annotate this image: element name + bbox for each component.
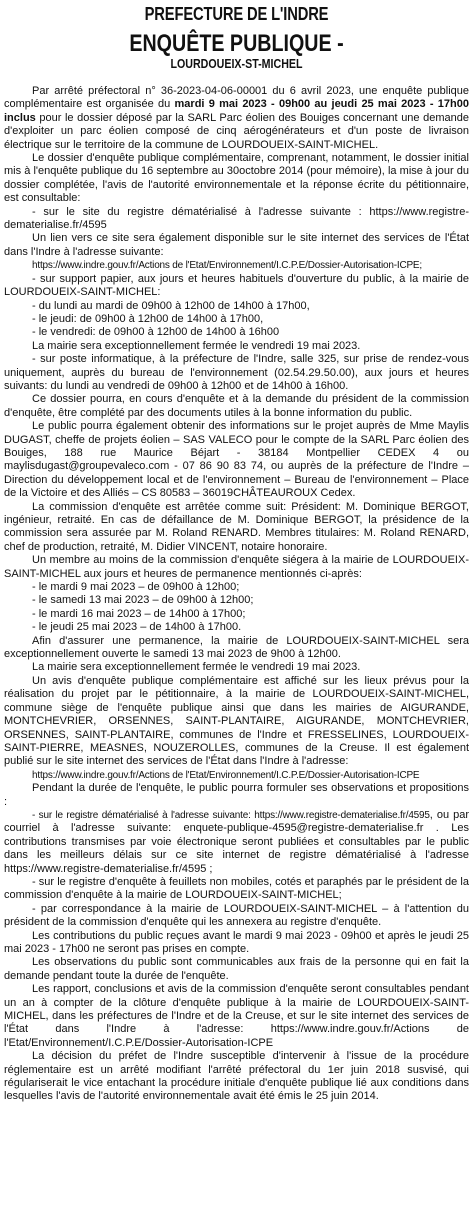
paragraph-text: Par arrêté préfectoral n° 36-2023-04-06-00001 du 6 avril 2023, une enquête publique complémentaire est organisée du: [4, 85, 469, 111]
paragraph-decision: La décision du préfet de l'Indre susceptible d'intervenir à l'issue de la procédure réglementaire est un arrêté modifiant l'arrêté préfectoral du 1er juin 2018 susvisé, qui régulariserait le vice entachant la procédure initiale d'enquête publique lié aux conditions dans lesquelles l'avis de l'autorité environnementale avait été émis le 25 juin 2014.: [4, 1050, 469, 1103]
paragraph-dossier: Le dossier d'enquête publique complémentaire, comprenant, notamment, le dossier initial mis à l'enquête publique du 16 septembre au 30octobre 2014 (pour mémoire), la mise à jour du dossier complétée, l'avis de l'autorité environnementale et la réponse écrite du pétitionnaire, est consultable:: [4, 152, 469, 205]
paragraph-communicables: Les observations du public sont communicables aux frais de la personne qui en fait la demande pendant toute la durée de l'enquête.: [4, 956, 469, 982]
paragraph-text: pour le dossier déposé par la SARL Parc éolien des Bouiges concernant une demande d'exploiter un parc éolien composé de cinq aérogénérateurs et d'un poste de livraison électrique sur le territoire de la commune de LOURDOUEIX-SAINT-MICHEL.: [4, 111, 469, 151]
paragraph-poste-informatique: - sur poste informatique, à la préfecture de l'Indre, salle 325, sur prise de rendez-vous uniquement, auprès du bureau de l'environnement (02.54.29.50.00), aux jours et heures suivants: du lundi au vendredi de 09h00 à 12h00 et de 14h00 à 16h00.: [4, 353, 469, 392]
paragraph-lien: Un lien vers ce site sera également disponible sur le site internet des services de l'État dans l'Indre à l'adresse suivante:: [4, 232, 469, 258]
permanence-item: - le jeudi 25 mai 2023 – de 14h00 à 17h00.: [32, 621, 242, 634]
permanence-item: - le mardi 9 mai 2023 – de 09h00 à 12h00;: [32, 581, 240, 594]
paragraph-ouverture: Afin d'assurer une permanence, la mairie de LOURDOUEIX-SAINT-MICHEL sera exceptionnellement ouverte le samedi 13 mai 2023 de 9h00 à 12h00.: [4, 634, 469, 661]
paragraph-delais: Les contributions du public reçues avant le mardi 9 mai 2023 - 09h00 et après le jeudi 25 mai 2023 - 17h00 ne seront pas prises en compte.: [4, 929, 469, 955]
prefecture-url-2: https://www.indre.gouv.fr/Actions de l'Etat/Environnement/I.C.P.E/Dossier-Autorisation-ICPE: [32, 769, 420, 781]
notice-body: [4, 85, 469, 1104]
enquiry-dates: mardi 9 mai 2023 - 09h00 au jeudi 25 mai 2023 - 17h00 inclus: [4, 98, 469, 124]
paragraph-correspondance: - par correspondance à la mairie de LOURDOUEIX-SAINT-MICHEL – à l'attention du président de la commission d'enquête qui les annexera au registre d'enquête.: [4, 902, 469, 929]
paragraph-observations: Pendant la durée de l'enquête, le public pourra formuler ses observations et propositions :: [4, 782, 469, 808]
paragraph-rapport: Les rapport, conclusions et avis de la commission d'enquête seront consultables pendant un an à compter de la clôture d'enquête publique à la mairie de LOURDOUEIX-SAINT-MICHEL, dans les préfectures de l'Indre et de la Creuse, et sur le site internet des services de l'État dans l'Indre à l'adresse: https://www.indre.gouv.fr/Actions de l'Etat/Environnement/I.C.P.E/Dossier-Autorisation-ICPE: [4, 983, 469, 1049]
paragraph-fermeture-2: La mairie sera exceptionnellement fermée le vendredi 19 mai 2023.: [32, 661, 361, 674]
permanence-item: - le mardi 16 mai 2023 – de 14h00 à 17h00;: [32, 607, 246, 620]
prefecture-heading: PREFECTURE DE L'INDRE: [144, 4, 329, 24]
hours-item: - du lundi au mardi de 09h00 à 12h00 de 14h00 à 17h00,: [32, 299, 310, 312]
permanence-item: - le samedi 13 mai 2023 – de 09h00 à 12h00;: [32, 594, 254, 607]
paragraph-permanences: Un membre au moins de la commission d'enquête siégera à la mairie de LOURDOUEIX-SAINT-MICHEL aux jours et heures de permanence mentionnés ci-après:: [4, 554, 469, 580]
paragraph-affichage: Un avis d'enquête publique complémentaire est affiché sur les lieux prévus pour la réalisation du projet par le pétitionnaire, à la mairie de LOURDOUEIX-SAINT-MICHEL, commune siège de l'enquête publique ainsi que dans les mairies de AIGURANDE, MONTCHEVRIER, ORSENNES, SAINT-PLANTAIRE, AIGURANDE, MONTCHEVRIER, ORSENNES, SAINT-PLANTAIRE, communes de l'Indre et FRESSELINES, LOURDOUEIX-SAINT-PIERRE, MEASNES, NOUZEROLLES, communes de la Creuse. Il est également publié sur le site internet des services de l'État dans l'Indre à l'adresse:: [4, 674, 469, 768]
prefecture-url: https://www.indre.gouv.fr/Actions de l'Etat/Environnement/I.C.P.E/Dossier-Autorisation-ICPE;: [32, 260, 422, 272]
paragraph-registre-site: - sur le site du registre dématérialisé à l'adresse suivante : https://www.registre-dematerialise.fr/4595: [4, 205, 469, 232]
notice-title: ENQUÊTE PUBLIQUE -: [129, 30, 344, 57]
commune-subtitle: LOURDOUEIX-ST-MICHEL: [170, 56, 303, 71]
paragraph-fermeture: La mairie sera exceptionnellement fermée le vendredi 19 mai 2023.: [32, 339, 361, 352]
hours-item: - le vendredi: de 09h00 à 12h00 de 14h00 à 16h00: [32, 326, 280, 339]
hours-item: - le jeudi: de 09h00 à 12h00 de 14h00 à 17h00,: [32, 312, 264, 325]
paragraph-arrete: [4, 85, 469, 152]
paragraph-contact: Le public pourra également obtenir des informations sur le projet auprès de Mme Maylis DUGAST, cheffe de projets éolien – SAS VALECO pour le compte de la SARL Parc éolien des Bouiges, 188 rue Maurice Béjart - 38184 Montpellier CEDEX 4 ou maylisdugast@groupevaleco.com - 07 86 90 83 74, ou auprès de la préfecture de l'Indre – Direction du développement local et de l'environnement – Bureau de l'environnement – Place de la Victoire et des Alliés – CS 80583 – 36019CHÂTEAUROUX Cedex.: [4, 420, 469, 500]
paragraph-registre-dematerialise: [4, 809, 469, 876]
paragraph-registre-papier: - sur le registre d'enquête à feuillets non mobiles, cotés et paraphés par le président de la commission d'enquête à la mairie de LOURDOUEIX-SAINT-MICHEL;: [4, 875, 469, 902]
paragraph-text: , ou par courriel à l'adresse suivante: enquete-publique-4595@registre-dematerialise.fr . Les contributions transmises par voie électronique seront publiées et consultables par le public dans les meilleurs délais sur ce site internet de registre dématérialisé à l'adresse https://www.registre-dematerialise.fr/4595 ;: [4, 808, 469, 875]
paragraph-complement: Ce dossier pourra, en cours d'enquête et à la demande du président de la commission d'enquête, être complété par des documents utiles à la bonne information du public.: [4, 393, 469, 419]
paragraph-support-papier: - sur support papier, aux jours et heures habituels d'ouverture du public, à la mairie de LOURDOUEIX-SAINT-MICHEL:: [4, 272, 469, 299]
paragraph-commission: La commission d'enquête est arrêtée comme suit: Président: M. Dominique BERGOT, ingénieur, retraité. En cas de défaillance de M. Dominique BERGOT, la présidence de la commission sera assurée par M. Roland RENARD. Membres titulaires: M. Roland RENARD, chef de production, retraité, M. Didier VINCENT, notaire honoraire.: [4, 500, 469, 553]
registre-url: - sur le registre dématérialisé à l'adresse suivante: https://www.registre-dematerialise.fr/4595: [32, 809, 430, 821]
